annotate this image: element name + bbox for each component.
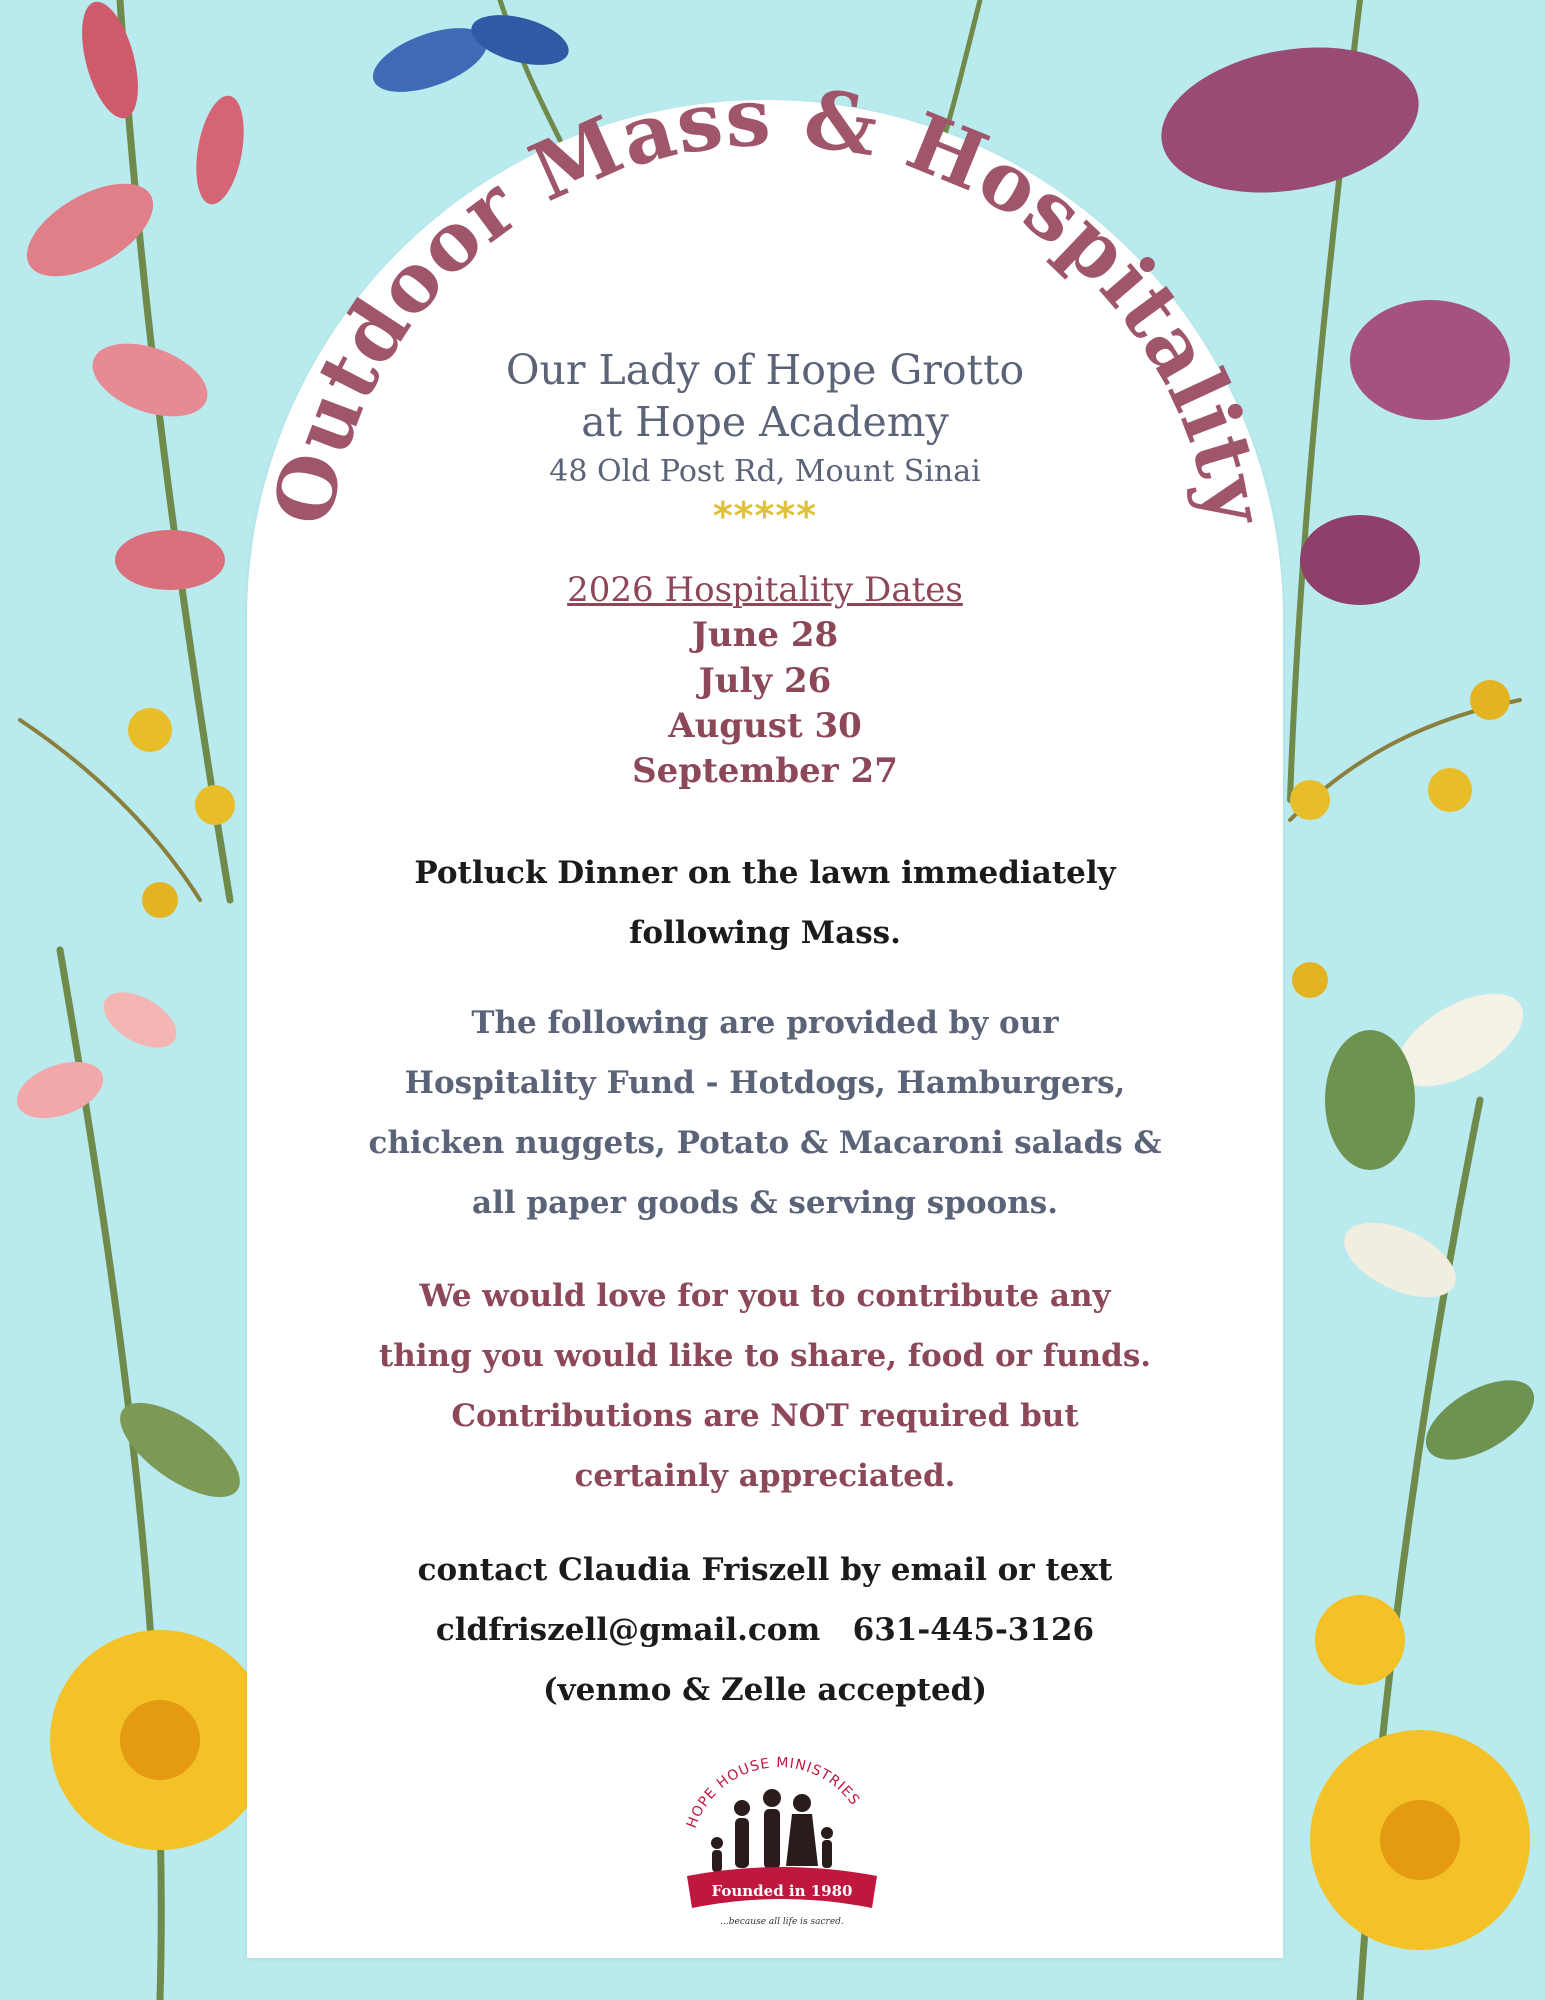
venue-address: 48 Old Post Rd, Mount Sinai — [549, 454, 981, 489]
dates-heading: 2026 Hospitality Dates — [567, 570, 963, 610]
date-item: September 27 — [632, 751, 898, 791]
star-divider: ***** — [712, 494, 818, 538]
family-silhouette-icon — [711, 1789, 833, 1872]
logo-arc-text: HOPE HOUSE MINISTRIES — [683, 1754, 863, 1831]
contribution-text: We would love for you to contribute any thing you would like to share, food or funds. Contributions are NOT required but certainly appreciated. — [378, 1278, 1152, 1494]
date-item: August 30 — [668, 706, 862, 746]
payment-note: (venmo & Zelle accepted) — [542, 1672, 988, 1708]
contact-info — [247, 1540, 1283, 1720]
logo-founded: Founded in 1980 — [711, 1882, 853, 1900]
venue-name: Our Lady of Hope Grotto — [505, 346, 1025, 394]
potluck-text: Potluck Dinner on the lawn immediately following Mass. — [414, 855, 1116, 951]
date-item: June 28 — [691, 615, 839, 655]
venue-location: at Hope Academy — [581, 398, 949, 446]
logo-tagline: ...because all life is sacred. — [720, 1917, 844, 1927]
page-title: Outdoor Mass & Hospitality — [254, 69, 1286, 533]
contact-line: contact Claudia Friszell by email or text — [417, 1552, 1113, 1588]
contact-phone[interactable]: 631-445-3126 — [852, 1612, 1095, 1648]
contact-email[interactable]: cldfriszell@gmail.com — [435, 1612, 821, 1648]
hope-house-ministries-logo — [672, 1748, 890, 1931]
provided-text: The following are provided by our Hospitality Fund - Hotdogs, Hamburgers, chicken nuggets, Potato & Macaroni salads & all paper goods & serving spoons. — [368, 1005, 1162, 1221]
date-item: July 26 — [698, 661, 832, 701]
